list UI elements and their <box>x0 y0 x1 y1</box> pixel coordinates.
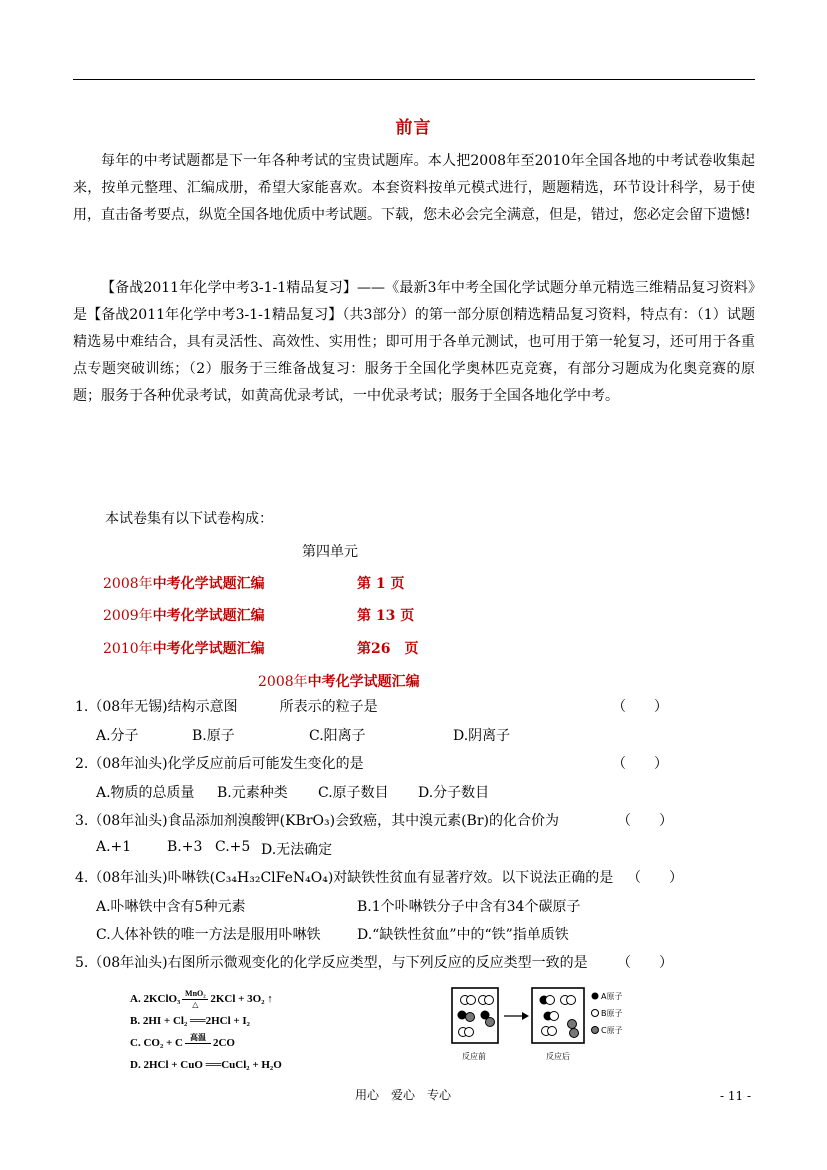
reaction-condition: $\frac{\text{MnO₂}}{\triangle}$ <box>182 990 208 1009</box>
toc-unit: 第四单元 <box>302 544 358 560</box>
legend-a-icon <box>592 993 599 1000</box>
section-year: 2008年 <box>258 674 308 690</box>
legend-b-label: B原子 <box>601 1009 623 1018</box>
legend-c-icon <box>592 1027 599 1034</box>
intro-paragraph-2: 【备战2011年化学中考3-1-1精品复习】——《最新3年中考全国化学试题分单元精选三维精品复习资料》是【备战2011年化学中考3-1-1精品复习】（共3部分）的第一部分原创精选精品复习资料，特点有：（1）试题精选易中难结合，具有灵活性、高效性、实用性；即可用于各单元测试，也可用于第一轮复习，还可用于各重点专题突破训练；（2）服务于三维备战复习：服务于全国化学奥林匹克竞赛，有部分习题成为化奥竞赛的原题；服务于各种优录考试，如黄高优录考试，一中优录考试；服务于全国各地化学中考。 <box>73 280 755 404</box>
section-name: 中考化学试题汇编 <box>307 674 420 690</box>
before-label: 反应前 <box>462 1052 486 1061</box>
question-3-option-b: B.+3 <box>167 839 203 855</box>
question-2-option-d: D.分子数目 <box>418 785 490 801</box>
toc-entry-year: 2009年 <box>103 608 153 624</box>
question-1-option-b: B.原子 <box>192 728 235 744</box>
legend-a-label: A原子 <box>601 992 623 1001</box>
question-1-stem: 1.（08年无锡)结构示意图 所表示的粒子是 <box>75 699 378 715</box>
question-2-option-c: C.原子数目 <box>318 785 389 801</box>
question-2-option-a: A.物质的总质量 <box>96 785 195 801</box>
b-atom-icon <box>465 1028 474 1037</box>
reaction-a: A. 2KClO₃ $\frac{\text{MnO₂}}{\triangle}$ 2KCl + 3O₂ ↑ <box>130 988 273 1009</box>
question-1-option-d: D.阴离子 <box>453 728 511 744</box>
toc-entry-name: 中考化学试题汇编 <box>152 608 265 624</box>
toc-entry[interactable] <box>103 573 265 593</box>
question-4-stem: 4.（08年汕头)卟啉铁(C₃₄H₃₂ClFeN₄O₄)对缺铁性贫血有显著疗效。以下说法正确的是 <box>75 870 614 886</box>
reaction-b: B. 2HI + Cl₂ ══2HCl + I₂ <box>130 1015 250 1027</box>
question-3-option-a: A.+1 <box>96 839 132 855</box>
b-atom-icon <box>548 1027 557 1036</box>
reaction-micro-diagram <box>448 985 638 1063</box>
question-4-option-b: B.1个卟啉铁分子中含有34个碳原子 <box>357 899 581 915</box>
question-4-answer-paren: （ ） <box>627 870 683 886</box>
intro-paragraph-1: 每年的中考试题都是下一年各种考试的宝贵试题库。本人把2008年至2010年全国各地的中考试卷收集起来，按单元整理、汇编成册，希望大家能喜欢。本套资料按单元模式进行，题题精选，环节设计科学，易于使用，直击备考要点，纵览全国各地优质中考试题。下载，您未必会完全满意，但是，错过，您必定会留下遗憾! <box>73 153 755 223</box>
toc-intro: 本试卷集有以下试卷构成： <box>105 511 273 527</box>
section-heading <box>258 671 420 691</box>
toc-entry[interactable] <box>103 605 265 625</box>
arrow-head-icon <box>522 1012 529 1020</box>
after-label: 反应后 <box>546 1052 570 1061</box>
toc-entry-page: 第 13 页 <box>357 608 415 624</box>
c-atom-icon <box>466 1013 475 1022</box>
question-4-option-a: A.卟啉铁中含有5种元素 <box>96 899 246 915</box>
reaction-c: C. CO₂ + C 高温 2CO <box>130 1032 282 1054</box>
question-1-answer-paren: （ ） <box>612 699 668 715</box>
question-4-option-c: C.人体补铁的唯一方法是服用卟啉铁 <box>96 927 321 943</box>
question-5-answer-paren: （ ） <box>617 955 673 971</box>
question-1-option-c: C.阳离子 <box>309 728 366 744</box>
toc-entry-page: 第26 页 <box>357 641 419 657</box>
b-atom-icon <box>567 996 576 1005</box>
question-2-answer-paren: （ ） <box>612 756 668 772</box>
question-3-option-c: C.+5 <box>215 839 251 855</box>
question-3-answer-paren: （ ） <box>617 813 673 829</box>
question-2-stem: 2.（08年汕头)化学反应前后可能发生变化的是 <box>75 756 364 772</box>
toc-entry-year: 2010年 <box>103 641 153 657</box>
question-3-stem: 3.（08年汕头)食品添加剂溴酸钾(KBrO₃)会致癌，其中溴元素(Br)的化合价为 <box>75 813 559 829</box>
reaction-d: D. 2HCl + CuO ══CuCl₂ + H₂O <box>130 1059 282 1071</box>
question-2-option-b: B.元素种类 <box>217 785 288 801</box>
b-atom-icon <box>485 996 494 1005</box>
toc-entry-year: 2008年 <box>103 576 153 592</box>
c-atom-icon <box>486 1018 495 1027</box>
page-title: 前言 <box>395 118 432 138</box>
b-atom-icon <box>550 1012 559 1021</box>
toc-entry-name: 中考化学试题汇编 <box>152 641 265 657</box>
c-atom-icon <box>570 1029 579 1038</box>
b-atom-icon <box>546 996 555 1005</box>
legend-c-label: C原子 <box>601 1026 623 1035</box>
b-atom-icon <box>467 996 476 1005</box>
header-rule <box>73 79 755 80</box>
question-5-stem: 5.（08年汕头)右图所示微观变化的化学反应类型，与下列反应的反应类型一致的是 <box>75 955 588 971</box>
toc-entry-name: 中考化学试题汇编 <box>152 576 265 592</box>
reaction-options <box>130 988 282 1076</box>
toc-entry-page: 第 1 页 <box>357 576 405 592</box>
question-3-option-d: D.无法确定 <box>261 842 333 858</box>
legend-b-icon <box>592 1010 599 1017</box>
reaction-condition: 高温 <box>185 1034 211 1053</box>
question-1-option-a: A.分子 <box>96 728 139 744</box>
c-atom-icon <box>568 1020 577 1029</box>
footer-motto: 用心 爱心 专心 <box>355 1088 452 1102</box>
toc-entry[interactable] <box>103 638 265 658</box>
page-number: - 11 - <box>720 1089 752 1103</box>
question-4-option-d: D.“缺铁性贫血”中的“铁”指单质铁 <box>357 927 569 943</box>
